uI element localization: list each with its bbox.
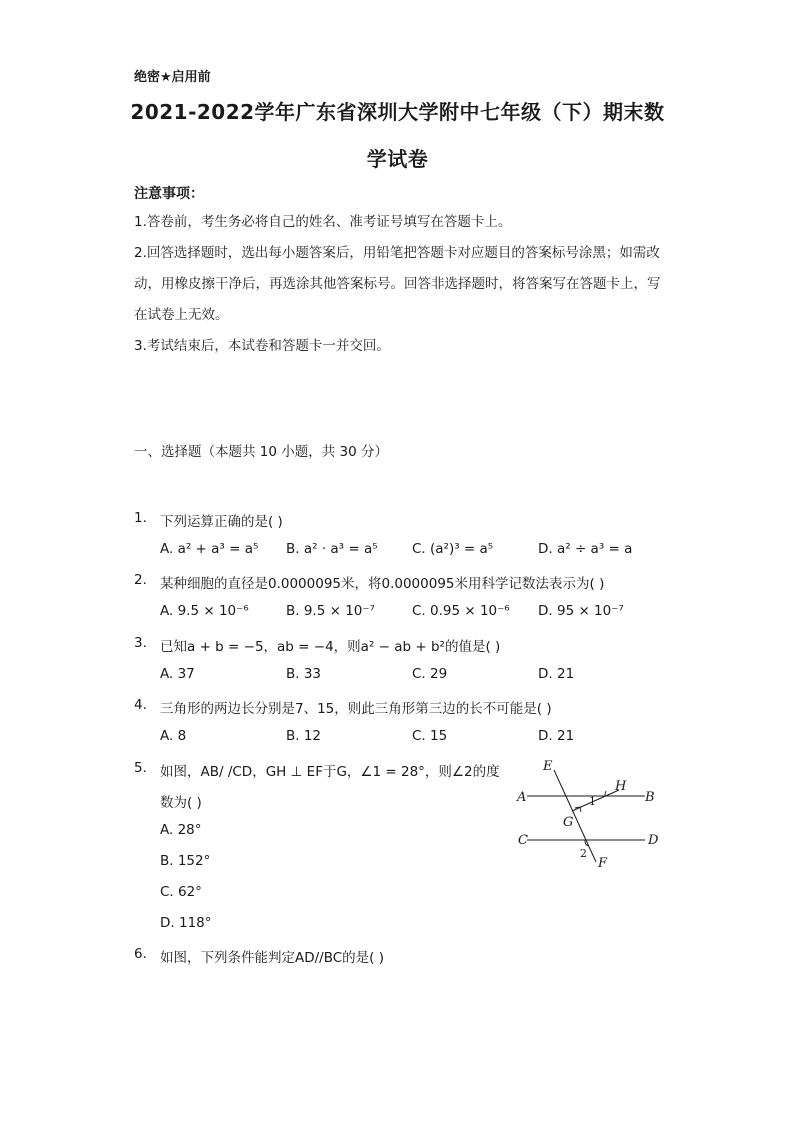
notice-heading: 注意事项： <box>134 186 204 202</box>
option-c: C. 29 <box>412 666 448 682</box>
question-text: 下列运算正确的是( ) <box>160 514 283 530</box>
label-g: G <box>563 815 574 830</box>
question-options <box>160 666 680 682</box>
option-b: B. 9.5 × 10⁻⁷ <box>286 603 375 619</box>
question-text: 三角形的两边长分别是7、15，则此三角形第三边的长不可能是( ) <box>160 701 552 717</box>
question-number: 5. <box>134 760 147 776</box>
angle-1-arc <box>605 791 606 796</box>
option-c: C. 62° <box>160 884 202 900</box>
question-number: 4. <box>134 697 147 713</box>
option-d: D. a² ÷ a³ = a <box>538 541 633 557</box>
label-c: C <box>518 833 528 848</box>
notice-item: 3.考试结束后，本试卷和答题卡一并交回。 <box>134 338 390 354</box>
option-d: D. 118° <box>160 915 212 931</box>
option-b: B. 152° <box>160 853 211 869</box>
question-text: 如图，AB/ /CD，GH ⊥ EF于G，∠1 = 28°，则∠2的度 <box>160 764 500 780</box>
option-a: A. 28° <box>160 822 202 838</box>
question-options <box>160 728 680 744</box>
label-a: A <box>517 790 527 805</box>
option-c: C. (a²)³ = a⁵ <box>412 541 494 557</box>
question-text: 已知a + b = −5，ab = −4，则a² − ab + b²的值是( ) <box>160 639 501 655</box>
option-b: B. a² · a³ = a⁵ <box>286 541 378 557</box>
option-a: A. a² + a³ = a⁵ <box>160 541 259 557</box>
option-d: D. 21 <box>538 666 575 682</box>
option-a: A. 37 <box>160 666 195 682</box>
question-text: 某种细胞的直径是0.0000095米，将0.0000095米用科学记数法表示为( ) <box>160 576 605 592</box>
label-h: H <box>615 779 627 794</box>
secret-label: 绝密★启用前 <box>134 70 211 85</box>
label-angle-1: 1 <box>589 795 596 808</box>
option-c: C. 0.95 × 10⁻⁶ <box>412 603 510 619</box>
question-number: 2. <box>134 572 147 588</box>
label-e: E <box>543 759 553 774</box>
option-b: B. 12 <box>286 728 322 744</box>
question-number: 1. <box>134 510 147 526</box>
page-title-continued: 学试卷 <box>366 147 429 171</box>
label-f: F <box>598 856 608 871</box>
question-number: 3. <box>134 635 147 651</box>
notice-item: 2.回答选择题时，选出每小题答案后，用铅笔把答题卡对应题目的答案标号涂黑；如需改动，用橡皮擦干净后，再选涂其他答案标号。回答非选择题时，将答案写在答题卡上，写在试卷上无效。 <box>134 245 661 323</box>
section-title: 一、选择题（本题共 10 小题，共 30 分） <box>134 444 389 460</box>
parallel-lines-figure <box>505 756 675 876</box>
question-options <box>160 541 680 557</box>
page-title: 2021-2022学年广东省深圳大学附中七年级（下）期末数 <box>130 100 665 124</box>
option-a: A. 9.5 × 10⁻⁶ <box>160 603 249 619</box>
question-number: 6. <box>134 946 147 962</box>
label-angle-2: 2 <box>580 847 587 860</box>
option-c: C. 15 <box>412 728 448 744</box>
option-d: D. 21 <box>538 728 575 744</box>
question-options <box>160 603 680 619</box>
label-b: B <box>645 790 655 805</box>
label-d: D <box>648 833 659 848</box>
option-b: B. 33 <box>286 666 322 682</box>
question-text: 如图，下列条件能判定AD//BC的是( ) <box>160 950 385 966</box>
question-text-continued: 数为( ) <box>160 795 202 811</box>
option-d: D. 95 × 10⁻⁷ <box>538 603 624 619</box>
line-ef <box>554 770 596 862</box>
notice-item: 1.答卷前，考生务必将自己的姓名、准考证号填写在答题卡上。 <box>134 214 512 230</box>
option-a: A. 8 <box>160 728 187 744</box>
